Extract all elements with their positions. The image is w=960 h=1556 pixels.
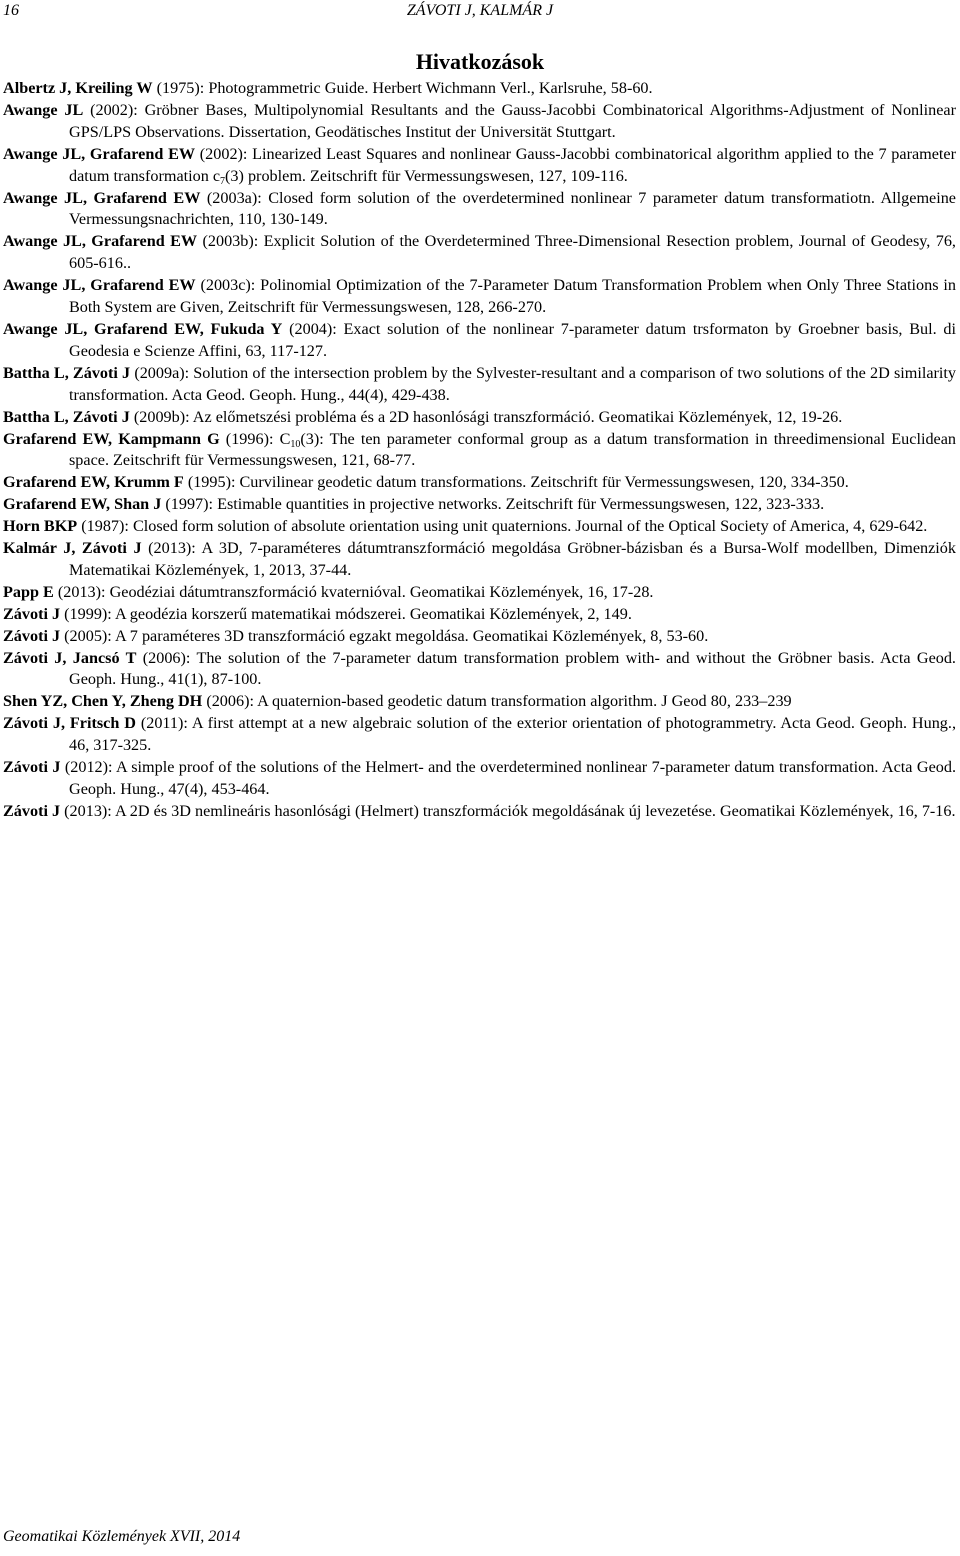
reference-authors: Battha L, Závoti J bbox=[3, 363, 131, 382]
reference-entry bbox=[3, 407, 956, 429]
reference-authors: Grafarend EW, Kampmann G bbox=[3, 429, 220, 448]
reference-text: (1999): A geodézia korszerű matematikai módszerei. Geomatikai Közlemények, 2, 149. bbox=[60, 604, 632, 623]
reference-entry bbox=[3, 626, 956, 648]
reference-authors: Papp E bbox=[3, 582, 54, 601]
reference-authors: Závoti J bbox=[3, 801, 61, 820]
reference-authors: Závoti J bbox=[3, 758, 61, 777]
reference-authors: Awange JL, Grafarend EW bbox=[3, 144, 196, 163]
reference-text: (1975): Photogrammetric Guide. Herbert Wichmann Verl., Karlsruhe, 58-60. bbox=[152, 79, 653, 97]
reference-authors: Kalmár J, Závoti J bbox=[3, 539, 142, 558]
reference-entry bbox=[3, 494, 956, 516]
reference-text: (2012): A simple proof of the solutions of the Helmert- and the overdetermined nonlinear 7-parameter datum transformation. Acta Geod. Geoph. Hung., 47(4), 453-464. bbox=[60, 758, 956, 798]
reference-subscript: 10 bbox=[290, 438, 301, 450]
reference-authors: Horn BKP bbox=[3, 517, 78, 536]
reference-text: (2005): A 7 paraméteres 3D transzformáció egzakt megoldása. Geomatikai Közlemények, 8, 53-60. bbox=[60, 626, 709, 645]
reference-text: (1997): Estimable quantities in projective networks. Zeitschrift für Vermessungswesen, 122, 323-333. bbox=[161, 495, 825, 514]
reference-text: (2009b): Az előmetszési probléma és a 2D hasonlósági transzformáció. Geomatikai Közlemények, 12, 19-26. bbox=[129, 407, 843, 426]
reference-entry bbox=[3, 648, 956, 692]
reference-text: (2006): The solution of the 7-parameter datum transformation problem with- and without the Gröbner basis. Acta Geod. Geoph. Hung., 41(1), 87-100. bbox=[69, 648, 956, 689]
reference-list bbox=[3, 78, 956, 823]
reference-authors: Grafarend EW, Krumm F bbox=[3, 473, 184, 492]
running-title: ZÁVOTI J, KALMÁR J bbox=[406, 2, 554, 19]
reference-text-continued: (3) problem. Zeitschrift für Vermessungswesen, 127, 109-116. bbox=[225, 166, 628, 185]
reference-authors: Závoti J bbox=[3, 604, 61, 623]
section-title: Hivatkozások bbox=[415, 49, 545, 74]
reference-entry bbox=[3, 144, 956, 188]
reference-entry bbox=[3, 538, 956, 582]
reference-authors: Albertz J, Kreiling W bbox=[3, 79, 153, 97]
reference-entry bbox=[3, 188, 956, 232]
reference-text: (2013): Geodéziai dátumtranszformáció kvaternióval. Geomatikai Közlemények, 16, 17-28. bbox=[53, 582, 654, 601]
reference-entry bbox=[3, 691, 956, 713]
reference-entry bbox=[3, 363, 956, 407]
reference-authors: Grafarend EW, Shan J bbox=[3, 495, 162, 514]
reference-entry bbox=[3, 100, 956, 144]
reference-authors: Shen YZ, Chen Y, Zheng DH bbox=[3, 692, 203, 711]
reference-text: (2003b): Explicit Solution of the Overdetermined Three-Dimensional Resection problem, Journal of Geodesy, 76, 605-616.. bbox=[69, 232, 956, 273]
reference-text: (2013): A 2D és 3D nemlineáris hasonlósági (Helmert) transzformációk megoldásának új levezetése. Geomatikai Közlemények, 16, 7-16. bbox=[60, 801, 956, 820]
reference-text-continued: (3): The ten parameter conformal group as a datum transformation in threedimensional Euclidean space. Zeitschrift für Vermessungswesen, 121, 68-77. bbox=[69, 429, 957, 470]
reference-authors: Závoti J bbox=[3, 626, 61, 645]
reference-text: (2006): A quaternion-based geodetic datum transformation algorithm. J Geod 80, 233–239 bbox=[202, 692, 792, 711]
reference-entry bbox=[3, 713, 956, 757]
reference-text: (2004): Exact solution of the nonlinear 7-parameter datum trsformaton by Groebner basis, Bul. di Geodesia e Scienze Affini, 63, 117-127. bbox=[69, 319, 956, 360]
reference-text: (1996): C bbox=[219, 429, 291, 448]
reference-authors: Awange JL, Grafarend EW bbox=[3, 232, 198, 251]
reference-text: (2002): Gröbner Bases, Multipolynomial Resultants and the Gauss-Jacobbi Combinatorical Algorithms-Adjustment of Nonlinear GPS/LPS Observations. Dissertation, Geodätisches Institut der Universität Stuttgart. bbox=[69, 100, 956, 141]
reference-authors: Závoti J, Fritsch D bbox=[3, 714, 136, 733]
reference-entry bbox=[3, 78, 956, 100]
reference-authors: Awange JL, Grafarend EW bbox=[3, 188, 201, 207]
reference-entry bbox=[3, 275, 956, 319]
reference-entry bbox=[3, 231, 956, 275]
running-head bbox=[3, 0, 957, 22]
reference-text: (2003a): Closed form solution of the overdetermined nonlinear 7 parameter datum transformatiotn. Allgemeine Vermessungsnachrichten, 110, 130-149. bbox=[69, 188, 956, 229]
reference-authors: Battha L, Závoti J bbox=[3, 407, 130, 426]
reference-text: (1987): Closed form solution of absolute orientation using unit quaternions. Journal of the Optical Society of America, 4, 629-642. bbox=[77, 517, 928, 536]
reference-authors: Awange JL, Grafarend EW, Fukuda Y bbox=[3, 319, 283, 338]
reference-entry bbox=[3, 604, 956, 626]
reference-authors: Awange JL bbox=[3, 100, 84, 119]
reference-text: (2011): A first attempt at a new algebraic solution of the exterior orientation of photogrammetry. Acta Geod. Geoph. Hung., 46, 317-325. bbox=[69, 714, 956, 755]
reference-text: (1995): Curvilinear geodetic datum transformations. Zeitschrift für Vermessungswesen, 120, 334-350. bbox=[183, 473, 849, 492]
reference-text: (2009a): Solution of the intersection problem by the Sylvester-resultant and a comparison of two solutions of the 2D similarity transformation. Acta Geod. Geoph. Hung., 44(4), 429-438. bbox=[69, 363, 956, 404]
reference-entry bbox=[3, 801, 956, 823]
reference-text: (2002): Linearized Least Squares and nonlinear Gauss-Jacobbi combinatorical algorithm applied to the 7 parameter datum transformation c bbox=[69, 144, 956, 185]
reference-entry bbox=[3, 582, 956, 604]
reference-entry bbox=[3, 319, 956, 363]
reference-text: (2003c): Polinomial Optimization of the 7-Parameter Datum Transformation Problem when Only Three Stations in Both System are Given, Zeitschrift für Vermessungswesen, 128, 266-270. bbox=[69, 276, 957, 317]
page-number: 16 bbox=[3, 2, 19, 19]
reference-authors: Awange JL, Grafarend EW bbox=[3, 276, 196, 295]
reference-entry bbox=[3, 757, 956, 801]
reference-authors: Závoti J, Jancsó T bbox=[3, 648, 137, 667]
page-footer: Geomatikai Közlemények XVII, 2014 bbox=[3, 1528, 241, 1545]
reference-entry bbox=[3, 429, 956, 473]
reference-entry bbox=[3, 472, 956, 494]
reference-entry bbox=[3, 516, 956, 538]
reference-text: (2013): A 3D, 7-paraméteres dátumtranszformáció megoldása Gröbner-bázisban és a Bursa-Wolf modellben, Dimenziók Matematikai Közlemények, 1, 2013, 37-44. bbox=[69, 539, 956, 579]
reference-subscript: 7 bbox=[220, 175, 226, 187]
